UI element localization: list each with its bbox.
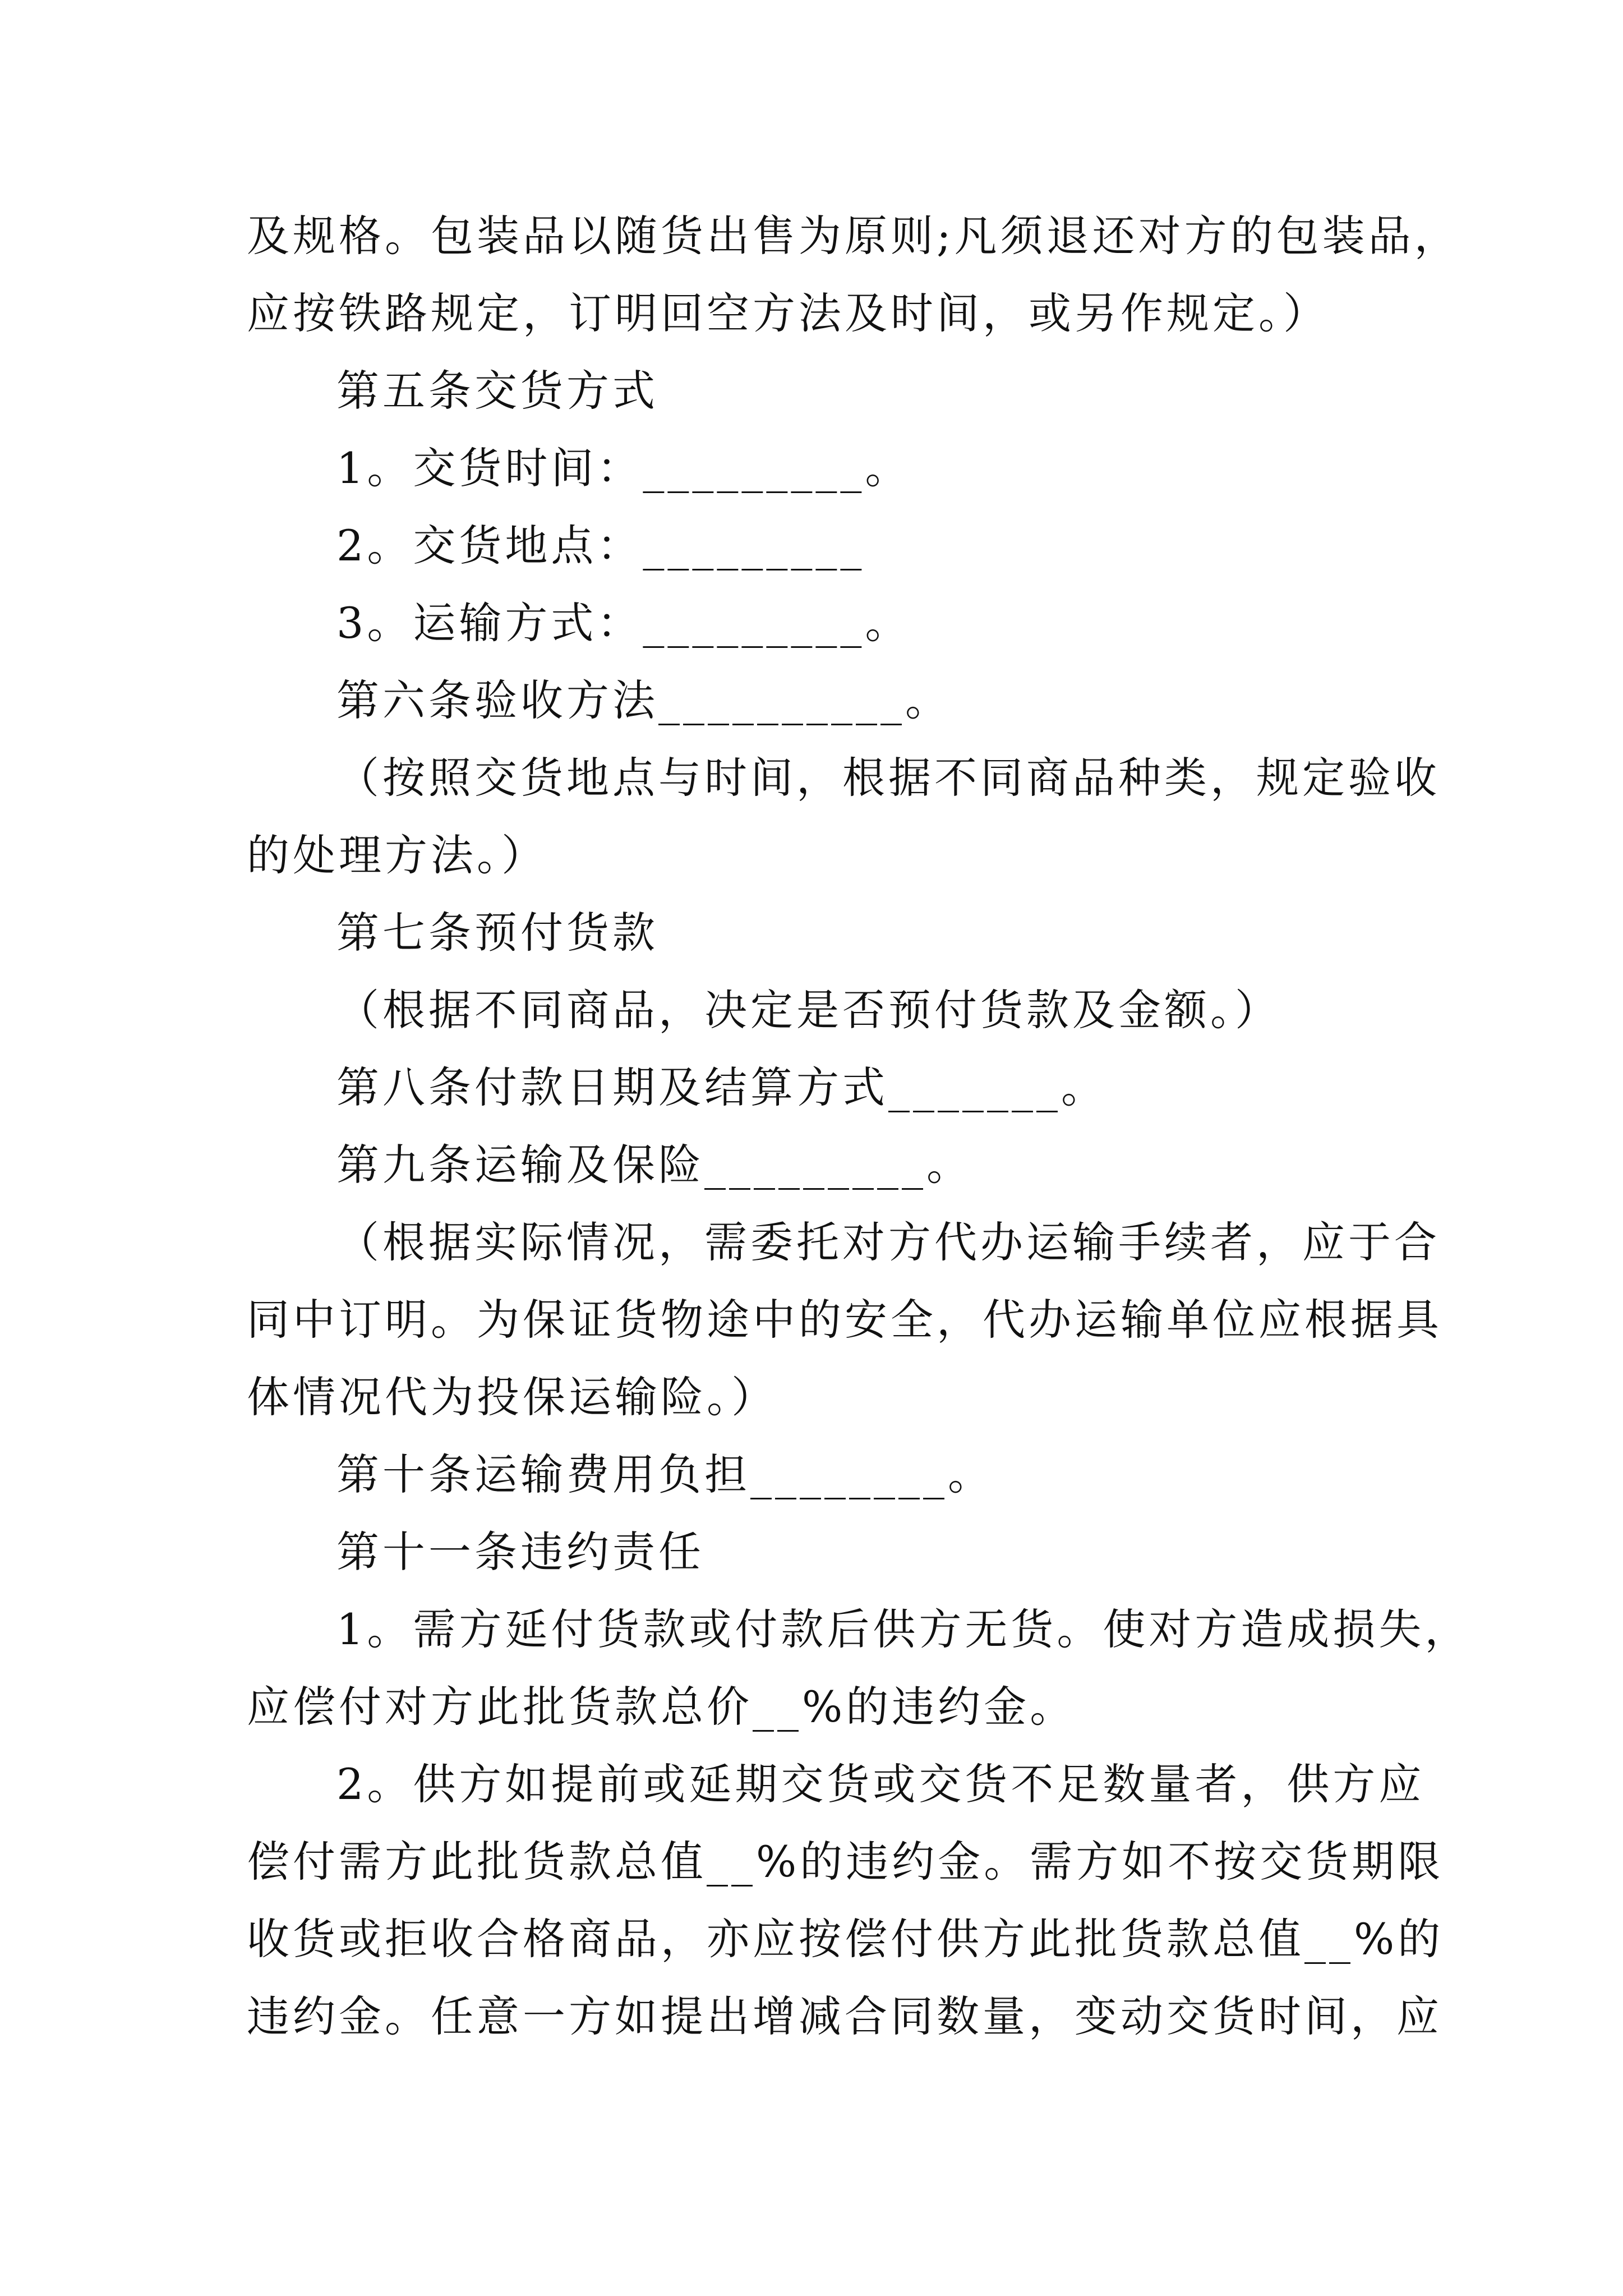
list-item: 1。交货时间：_________。 xyxy=(336,443,911,493)
paragraph-line: 同中订明。为保证货物途中的安全，代办运输单位应根据具 xyxy=(247,1295,1442,1345)
paragraph-line: 体情况代为投保运输险。） xyxy=(247,1372,777,1422)
list-item: 2。交货地点：_________ xyxy=(336,521,865,570)
list-item: 1。需方延付货款或付款后供方无货。使对方造成损失， xyxy=(336,1604,1471,1654)
paragraph-line: 应偿付对方此批货款总价__%的违约金。 xyxy=(247,1682,1076,1732)
paragraph-line: 及规格。包装品以随货出售为原则;凡须退还对方的包装品， xyxy=(247,211,1460,261)
list-item: 3。运输方式：_________。 xyxy=(336,598,911,648)
article-heading: 第六条验收方法__________。 xyxy=(336,675,951,725)
paragraph-line: 的处理方法。） xyxy=(247,830,547,880)
paragraph-line: （根据实际情况，需委托对方代办运输手续者，应于合 xyxy=(336,1217,1440,1267)
list-item: 2。供方如提前或延期交货或交货不足数量者，供方应 xyxy=(336,1759,1425,1809)
paragraph-line: 应按铁路规定，订明回空方法及时间，或另作规定。） xyxy=(247,288,1329,338)
paragraph-line: （根据不同商品，决定是否预付货款及金额。） xyxy=(336,985,1281,1035)
article-heading: 第八条付款日期及结算方式_______。 xyxy=(336,1062,1107,1112)
article-heading: 第七条预付货款 xyxy=(336,908,658,958)
paragraph-line: 收货或拒收合格商品，亦应按偿付供方此批货款总值__%的 xyxy=(247,1914,1444,1964)
article-heading: 第十条运输费用负担________。 xyxy=(336,1450,994,1499)
article-heading: 第十一条违约责任 xyxy=(336,1527,704,1577)
paragraph-line: （按照交货地点与时间，根据不同商品种类，规定验收 xyxy=(336,753,1440,803)
paragraph-line: 偿付需方此批货款总值__%的违约金。需方如不按交货期限 xyxy=(247,1837,1444,1887)
article-heading: 第五条交货方式 xyxy=(336,366,658,416)
article-heading: 第九条运输及保险_________。 xyxy=(336,1140,972,1190)
paragraph-line: 违约金。任意一方如提出增减合同数量，变动交货时间，应 xyxy=(247,1991,1442,2041)
